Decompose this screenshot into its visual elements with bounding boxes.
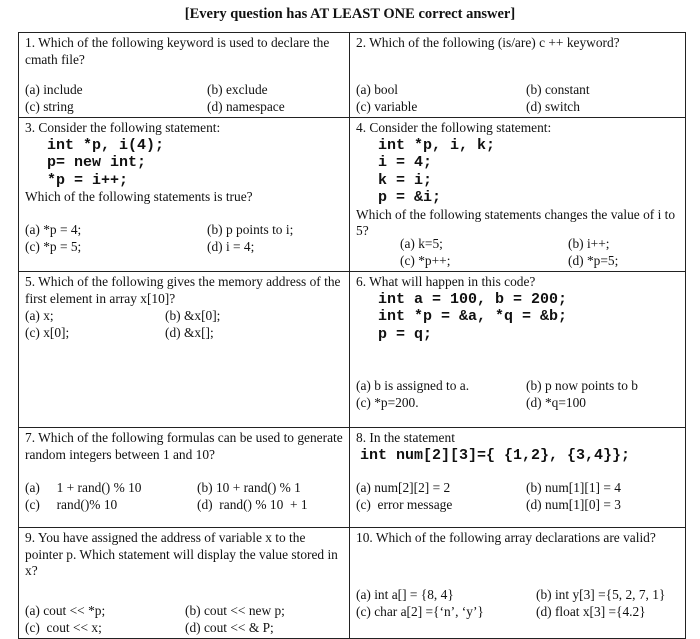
question-7	[19, 428, 350, 528]
question-4-option-a: (a) k=5;	[400, 236, 443, 251]
question-table	[18, 32, 686, 639]
question-5-option-c: (c) x[0];	[25, 324, 70, 340]
question-8-code-line-1: int num[2][3]={ {1,2}, {3,4}};	[360, 446, 631, 464]
question-8-option-c: (c) error message	[356, 496, 453, 512]
question-6-code-line-1: int a = 100, b = 200;	[378, 290, 568, 308]
question-7-option-d: (d) rand() % 10 + 1	[197, 496, 308, 512]
question-6-option-d: (d) *q=100	[526, 394, 586, 410]
question-5-options	[25, 308, 344, 341]
question-4-text: 4. Consider the following statement:	[356, 120, 552, 135]
question-5-text: 5. Which of the following gives the memory address of the first element in array x[10]?	[25, 274, 341, 306]
question-10-option-c: (c) char a[2] ={‘n’, ‘y’}	[356, 603, 484, 619]
question-8-option-b: (b) num[1][1] = 4	[526, 480, 621, 495]
question-2-option-b: (b) constant	[526, 82, 590, 97]
question-6-code-line-3: p = q;	[378, 325, 433, 343]
question-9-text: 9. You have assigned the address of variable x to the pointer p. Which statement will display the value stored in x?	[25, 530, 338, 578]
question-2-options	[356, 82, 680, 115]
question-7-option-c: (c) rand()% 10	[25, 496, 118, 512]
question-5-option-d: (d) &x[];	[165, 324, 214, 340]
question-8-option-d: (d) num[1][0] = 3	[526, 496, 621, 512]
question-6	[350, 272, 686, 428]
question-4-options	[356, 236, 680, 269]
question-3-code-line-2: p= new int;	[47, 154, 147, 171]
question-9-options	[25, 603, 344, 636]
question-2-option-c: (c) variable	[356, 98, 418, 114]
question-9-option-a: (a) cout << *p;	[25, 603, 106, 618]
question-1-text: 1. Which of the following keyword is used to declare the cmath file?	[25, 35, 330, 67]
question-3-option-d: (d) i = 4;	[207, 238, 255, 254]
question-5	[19, 272, 350, 428]
question-6-option-b: (b) p now points to b	[526, 378, 638, 393]
question-4-option-b: (b) i++;	[568, 236, 610, 251]
question-6-options	[356, 378, 680, 411]
question-4	[350, 118, 686, 272]
question-4-option-d: (d) *p=5;	[568, 252, 619, 268]
question-5-option-a: (a) x;	[25, 308, 54, 323]
question-3-option-a: (a) *p = 4;	[25, 222, 82, 237]
question-8-option-a: (a) num[2][2] = 2	[356, 480, 451, 495]
question-2-option-d: (d) switch	[526, 98, 580, 114]
question-9-option-c: (c) cout << x;	[25, 619, 102, 635]
question-2-option-a: (a) bool	[356, 82, 399, 97]
question-4-code-line-2: i = 4;	[378, 154, 433, 171]
question-2	[350, 33, 686, 118]
question-2-text: 2. Which of the following (is/are) c ++ keyword?	[356, 35, 620, 50]
question-8	[350, 428, 686, 528]
question-6-option-c: (c) *p=200.	[356, 394, 419, 410]
question-7-text: 7. Which of the following formulas can be used to generate random integers between 1 and 10?	[25, 430, 343, 462]
question-3-text: 3. Consider the following statement:	[25, 120, 221, 135]
question-3	[19, 118, 350, 272]
question-7-options	[25, 480, 344, 513]
question-10-option-b: (b) int y[3] ={5, 2, 7, 1}	[536, 587, 666, 602]
question-3-code-line-1: int *p, i(4);	[47, 136, 165, 154]
question-1-option-c: (c) string	[25, 98, 74, 114]
question-5-option-b: (b) &x[0];	[165, 308, 221, 323]
question-8-text: 8. In the statement	[356, 430, 455, 445]
question-6-code-line-2: int *p = &a, *q = &b;	[378, 308, 568, 325]
question-3-code-line-3: *p = i++;	[47, 171, 129, 189]
question-8-options	[356, 480, 680, 513]
question-3-option-c: (c) *p = 5;	[25, 238, 82, 254]
question-3-prompt: Which of the following statements is true?	[25, 189, 253, 204]
question-10-options	[356, 587, 680, 620]
question-1	[19, 33, 350, 118]
question-1-option-b: (b) exclude	[207, 82, 268, 97]
question-7-option-a: (a) 1 + rand() % 10	[25, 480, 142, 495]
question-1-option-a: (a) include	[25, 82, 83, 97]
question-4-prompt: Which of the following statements changes the value of i to 5?	[356, 206, 676, 238]
question-10-option-a: (a) int a[] = {8, 4}	[356, 587, 454, 602]
question-7-option-b: (b) 10 + rand() % 1	[197, 480, 301, 495]
question-6-text: 6. What will happen in this code?	[356, 274, 536, 289]
question-10-text: 10. Which of the following array declarations are valid?	[356, 530, 656, 545]
question-3-option-b: (b) p points to i;	[207, 222, 294, 237]
question-4-code-line-1: int *p, i, k;	[378, 136, 496, 154]
question-4-code-line-3: k = i;	[378, 171, 433, 189]
question-9-option-b: (b) cout << new p;	[185, 603, 285, 618]
question-6-option-a: (a) b is assigned to a.	[356, 378, 470, 393]
question-3-options	[25, 222, 344, 255]
question-1-option-d: (d) namespace	[207, 98, 285, 114]
question-10-option-d: (d) float x[3] ={4.2}	[536, 603, 646, 619]
question-9-option-d: (d) cout << & P;	[185, 619, 274, 635]
question-1-options	[25, 82, 344, 115]
question-4-code-line-4: p = &i;	[378, 189, 442, 206]
question-4-option-c: (c) *p++;	[400, 252, 451, 268]
quiz-heading: [Every question has AT LEAST ONE correct answer]	[184, 6, 516, 22]
